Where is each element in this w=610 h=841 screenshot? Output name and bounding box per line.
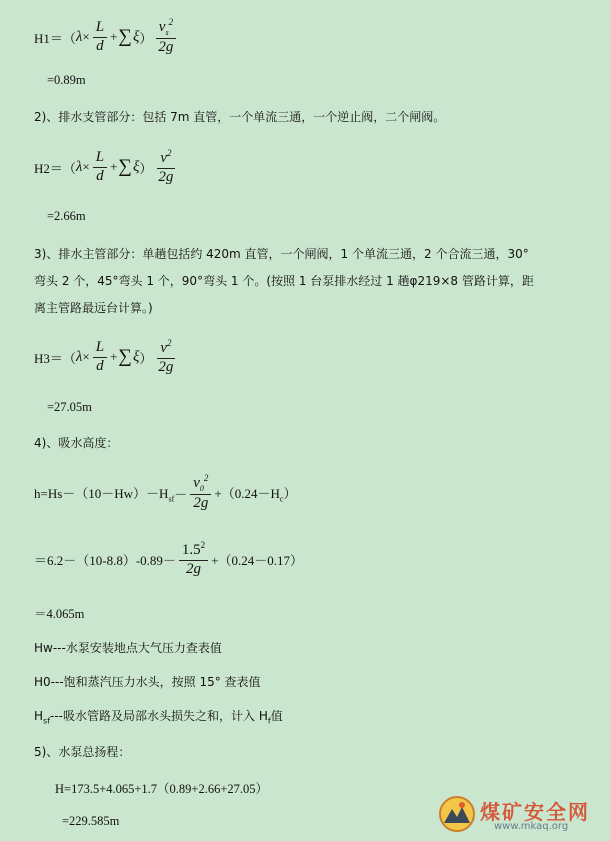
fraction-numeric bbox=[179, 541, 208, 578]
section-4-text: 4)、吸水高度： bbox=[34, 436, 119, 450]
denominator: d bbox=[96, 37, 104, 54]
result-h3: =27.05m bbox=[47, 400, 92, 414]
section-3-line-3: 离主管路最远台计算。) bbox=[34, 301, 153, 315]
xi-symbol: ξ bbox=[132, 348, 140, 365]
formula-suction-height bbox=[34, 468, 296, 518]
numerator: $v_s^2$ bbox=[156, 18, 176, 39]
definition-hsf: $H_{sf}---$吸水管路及局部水头损失之和，计入 $H_f$值 bbox=[34, 709, 283, 726]
formula-tail: $+(0.24-H_c)$ bbox=[214, 485, 297, 504]
denominator: d bbox=[96, 167, 104, 184]
fraction-l-over-d bbox=[93, 340, 107, 375]
section-2-text: 2)、排水支管部分：包括 7m 直管，一个单流三通，一个逆止阀，二个闸阀。 bbox=[34, 110, 446, 124]
watermark-name: 煤矿安全网 bbox=[480, 800, 590, 824]
formula-lhs: ＝6.2－（10-8.8）-0.89－ bbox=[34, 552, 176, 568]
formula-h1 bbox=[34, 12, 179, 62]
numerator: $v_0^2$ bbox=[190, 474, 211, 495]
sigma-symbol: ∑ bbox=[118, 346, 132, 367]
fraction-l-over-d bbox=[93, 150, 107, 185]
plus-symbol: + bbox=[110, 159, 118, 174]
denominator: d bbox=[96, 357, 104, 374]
formula-h3 bbox=[34, 332, 179, 382]
xi-symbol: ξ bbox=[132, 158, 140, 175]
numerator: $v^2$ bbox=[157, 339, 174, 359]
lambda-symbol: λ bbox=[75, 28, 83, 45]
numerator: $1.5^2$ bbox=[179, 541, 208, 561]
numerator: L bbox=[93, 150, 107, 168]
total-head-result: =229.585m bbox=[62, 814, 120, 828]
plus-symbol: + bbox=[110, 29, 118, 44]
result-h2: =2.66m bbox=[47, 209, 86, 223]
numerator: L bbox=[93, 20, 107, 38]
denominator: 2g bbox=[158, 168, 174, 185]
formula-h2 bbox=[34, 142, 179, 192]
formula-lhs: $h=Hs-(10-Hw)-H_{sf}$ bbox=[34, 485, 175, 504]
formula-label: H1＝（ bbox=[34, 30, 76, 46]
formula-tail: +（0.24－0.17） bbox=[211, 552, 304, 568]
denominator: 2g bbox=[158, 358, 174, 375]
denominator: 2g bbox=[158, 39, 174, 56]
lambda-symbol: λ bbox=[75, 348, 83, 365]
fraction-velocity-head bbox=[155, 18, 176, 56]
total-head-formula: H=173.5+4.065+1.7（0.89+2.66+27.05） bbox=[55, 782, 269, 796]
result-h1: =0.89m bbox=[47, 73, 86, 87]
formula-label: H2＝（ bbox=[34, 160, 76, 176]
fraction-velocity-head bbox=[155, 149, 176, 186]
close-paren: ） bbox=[139, 160, 153, 176]
minus-symbol: － bbox=[174, 486, 188, 502]
xi-symbol: ξ bbox=[132, 28, 140, 45]
close-paren: ） bbox=[139, 350, 153, 366]
watermark bbox=[432, 793, 602, 837]
section-3-line-1: 3)、排水主管部分：单趟包括约 420m 直管，一个闸阀，1 个单流三通，2 个合流三通，30° bbox=[34, 247, 529, 261]
fraction-suction-velocity-head bbox=[190, 474, 211, 512]
section-5-text: 5)、水泵总扬程： bbox=[34, 745, 131, 759]
sigma-symbol: ∑ bbox=[118, 26, 132, 47]
times-symbol: × bbox=[82, 29, 90, 44]
definition-hw: Hw---水泵安装地点大气压力查表值 bbox=[34, 641, 222, 655]
formula-label: H3＝（ bbox=[34, 350, 76, 366]
denominator: 2g bbox=[186, 560, 202, 577]
close-paren: ） bbox=[139, 30, 153, 46]
lambda-symbol: λ bbox=[75, 158, 83, 175]
fraction-l-over-d bbox=[93, 20, 107, 55]
denominator: 2g bbox=[193, 495, 209, 512]
times-symbol: × bbox=[82, 349, 90, 364]
result-h: ＝4.065m bbox=[34, 607, 85, 621]
definition-h0: H0---饱和蒸汽压力水头，按照 15° 查表值 bbox=[34, 675, 261, 689]
plus-symbol: + bbox=[110, 349, 118, 364]
numerator: L bbox=[93, 340, 107, 358]
formula-substitution bbox=[34, 534, 303, 584]
section-3-line-2: 弯头 2 个，45°弯头 1 个，90°弯头 1 个。(按照 1 台泵排水经过 1 趟φ219×8 管路计算，距 bbox=[34, 274, 534, 288]
fraction-velocity-head bbox=[155, 339, 176, 376]
watermark-url: www.mkaq.org bbox=[494, 821, 569, 832]
mine-logo-icon bbox=[438, 795, 476, 833]
times-symbol: × bbox=[82, 159, 90, 174]
sigma-symbol: ∑ bbox=[118, 156, 132, 177]
numerator: $v^2$ bbox=[157, 149, 174, 169]
